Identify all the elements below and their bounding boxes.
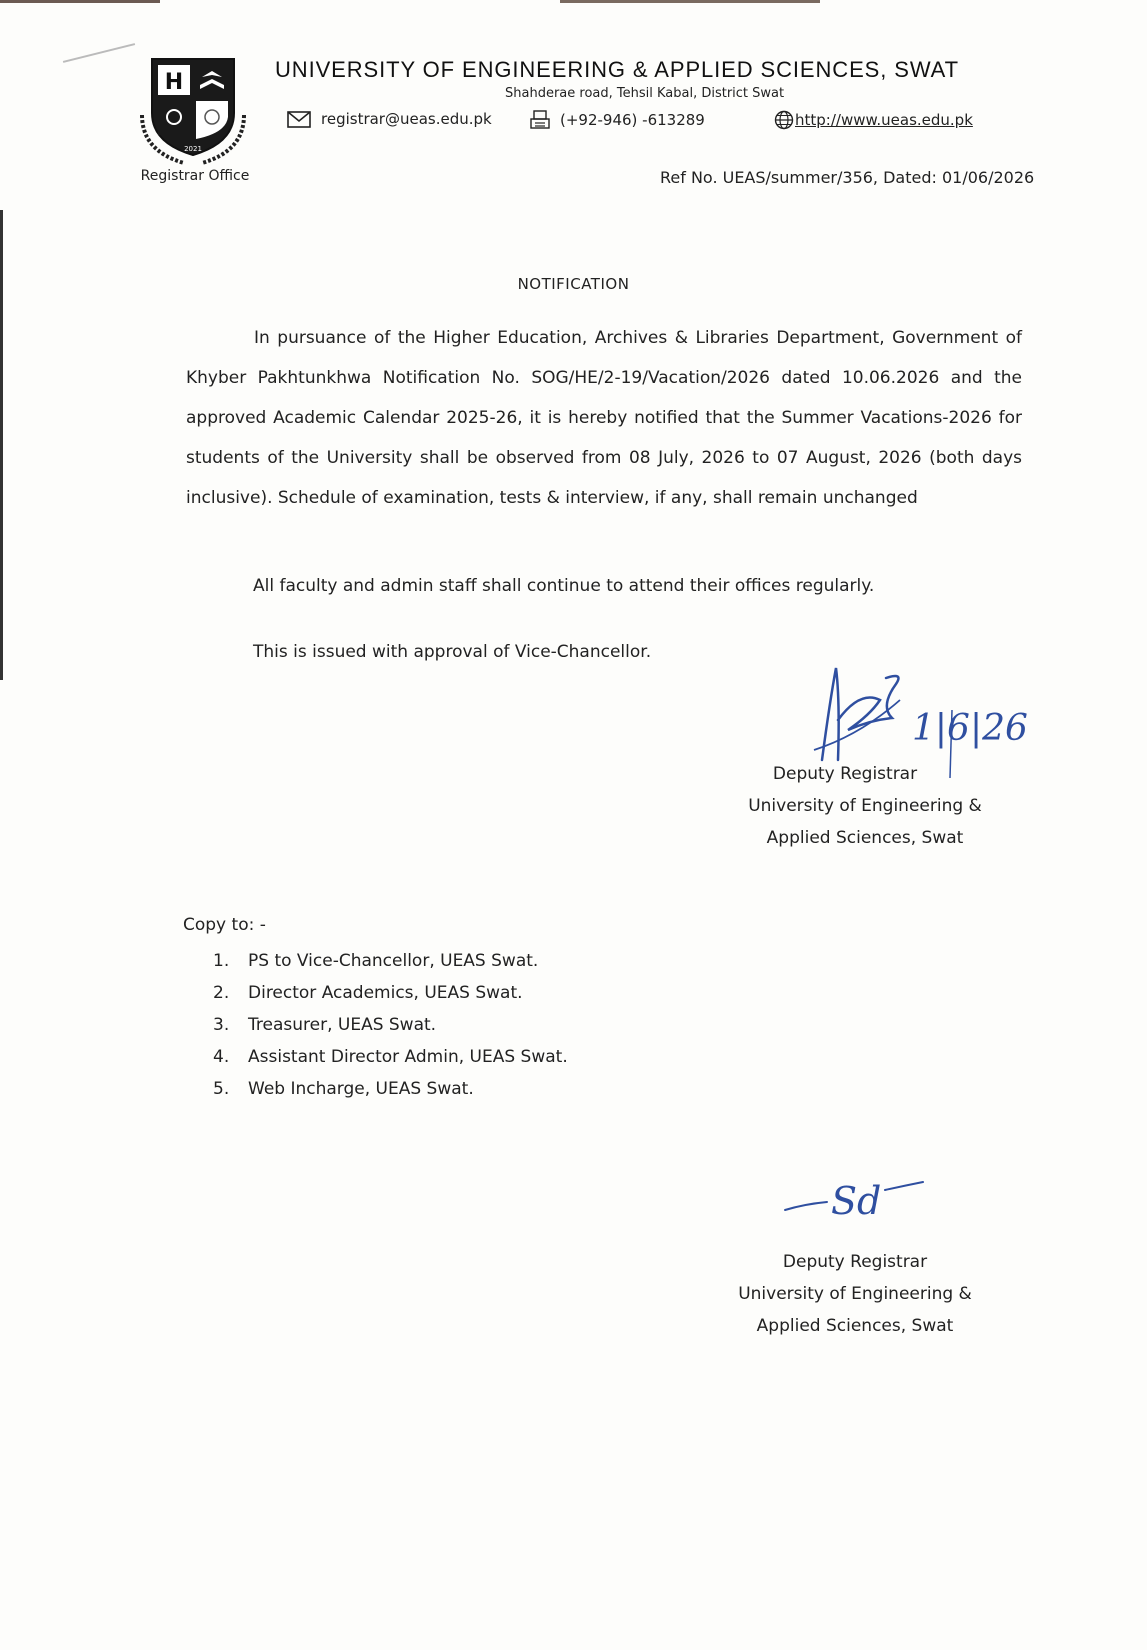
svg-text:2021: 2021 [184,145,202,153]
copy-to-list [213,945,568,1105]
signatory-title: Deputy Registrar [772,764,918,784]
svg-text:1|6|26: 1|6|26 [912,708,1028,749]
pen-mark [63,43,135,63]
email-contact [287,110,492,128]
notification-heading: NOTIFICATION [517,275,630,293]
signature-block-1 [720,758,1010,854]
signatory-org-line1: University of Engineering & [738,1284,972,1304]
scan-top-edge [0,0,1147,3]
fax-machine-icon [530,110,550,130]
list-item: 1. PS to Vice-Chancellor, UEAS Swat. [213,951,539,971]
svg-text:Sd: Sd [831,1179,882,1223]
copy-to-label: Copy to: - [183,915,266,935]
signatory-title: Deputy Registrar [782,1252,928,1272]
list-item: 5. Web Incharge, UEAS Swat. [213,1079,474,1099]
website-contact [774,110,973,130]
signatory-org-line2: Applied Sciences, Swat [766,828,964,848]
svg-text:H: H [164,70,184,95]
email-text: registrar@ueas.edu.pk [321,110,492,128]
registrar-office-label: Registrar Office [140,168,250,184]
phone-contact [530,110,705,130]
signatory-org-line2: Applied Sciences, Swat [756,1316,954,1336]
university-name: UNIVERSITY OF ENGINEERING & APPLIED SCIENCES, SWAT [275,57,959,82]
staff-attendance-line: All faculty and admin staff shall continue to attend their offices regularly. [253,576,875,596]
list-item: 3. Treasurer, UEAS Swat. [213,1015,437,1035]
university-crest-logo [138,55,248,167]
approval-line: This is issued with approval of Vice-Chancellor. [253,642,652,662]
signatory-org-line1: University of Engineering & [748,796,982,816]
list-item: 4. Assistant Director Admin, UEAS Swat. [213,1047,568,1067]
notification-paragraph: In pursuance of the Higher Education, Archives & Libraries Department, Government of Khyber Pakhtunkhwa Notification No. SOG/HE/2-19/Vacation/2026 dated 10.06.2026 and the approved Academic Calendar 2025-26, it is hereby notified that the Summer Vacations-2026 for students of the University shall be observed from 08 July, 2026 to 07 August, 2026 (both days inclusive). Schedule of examination, tests & interview, if any, shall remain unchanged [186,328,1022,508]
signature-block-2 [710,1246,1000,1342]
sd-signature [775,1168,940,1228]
reference-number: Ref No. UEAS/summer/356, Dated: 01/06/2026 [660,168,1035,187]
list-item: 2. Director Academics, UEAS Swat. [213,983,523,1003]
phone-text: (+92-946) -613289 [560,111,705,129]
university-address: Shahderae road, Tehsil Kabal, District Swat [505,86,785,101]
website-link[interactable]: http://www.ueas.edu.pk [795,111,973,129]
envelope-icon [287,111,311,128]
globe-icon [774,110,794,130]
